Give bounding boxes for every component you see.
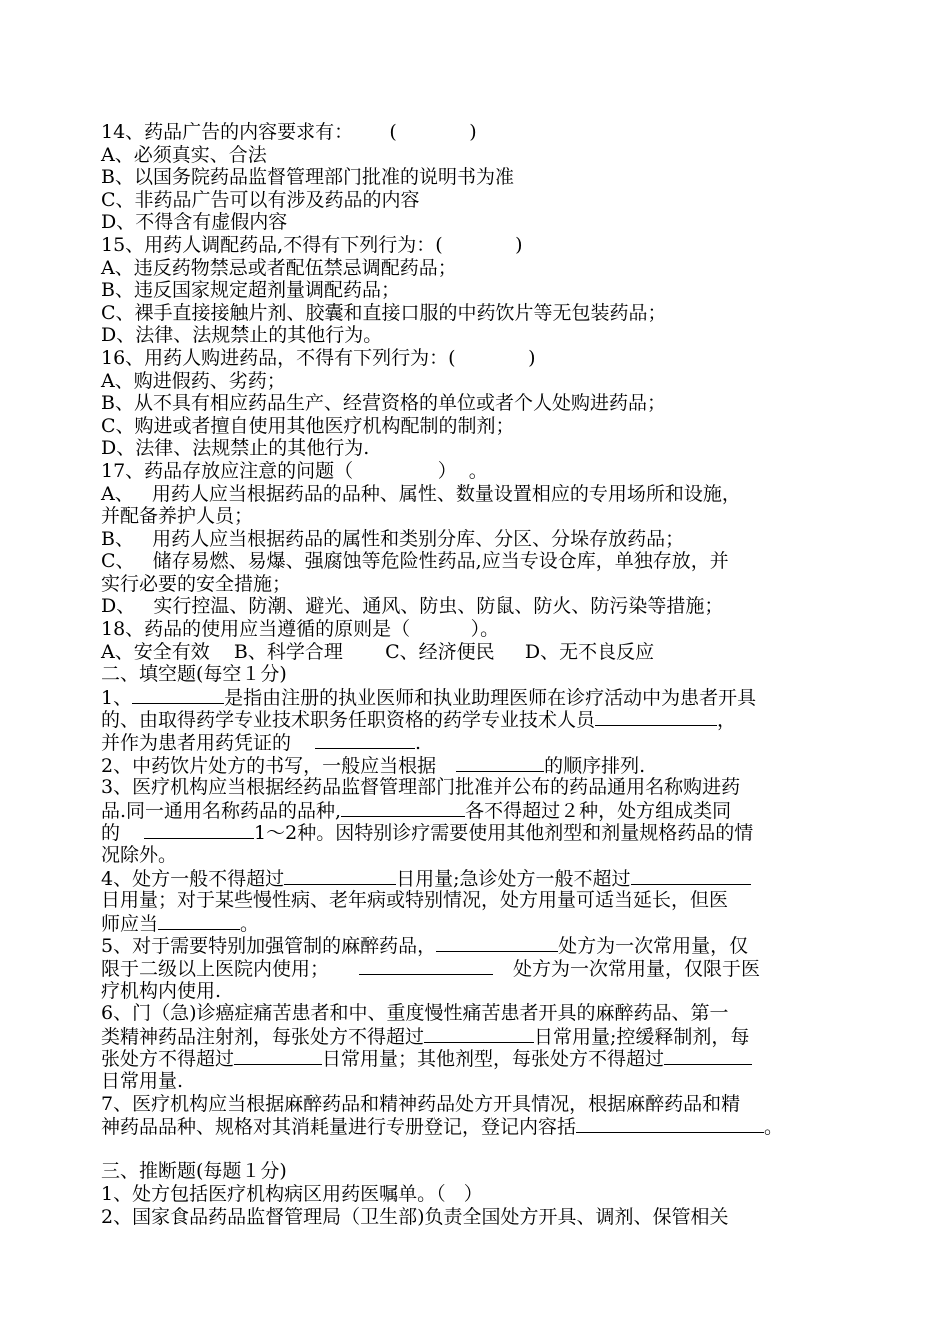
fill-q5-line3: 疗机构内使用. <box>101 979 222 1002</box>
text-line: D、不得含有虚假内容 <box>101 211 288 234</box>
fill-q6-line2: 类精神药品注射剂，每张处方不得超过 日常用量;控缓释制剂，每 <box>101 1025 750 1048</box>
answer-blank[interactable] <box>234 1047 322 1065</box>
fill-q6-line1: 6、门（急)诊癌症痛苦患者和中、重度慢性痛苦患者开具的麻醉药品、第一 <box>101 1002 729 1025</box>
fill-q5-line1: 5、对于需要特别加强管制的麻醉药品， 处方为一次常用量，仅 <box>101 935 749 958</box>
answer-blank[interactable] <box>158 912 240 930</box>
text-line: A、 用药人应当根据药品的品种、属性、数量设置相应的专用场所和设施， <box>101 482 741 505</box>
text-line: A、购进假药、劣药； <box>101 369 286 392</box>
answer-blank[interactable] <box>132 686 224 704</box>
text-line: B、违反国家规定超剂量调配药品； <box>101 279 400 302</box>
judge-q2: 2、国家食品药品监督管理局（卫生部)负责全国处方开具、调剂、保管相关 <box>101 1205 729 1228</box>
text-line: D、 实行控温、防潮、避光、通风、防虫、防鼠、防火、防污染等措施； <box>101 595 724 618</box>
text-line: C、购进或者擅自使用其他医疗机构配制的制剂； <box>101 414 515 437</box>
text-line: A、安全有效 B、科学合理 C、经济便民 D、无不良反应 <box>101 640 655 663</box>
fill-q7-line2: 神药品品种、规格对其消耗量进行专册登记，登记内容括 。 <box>101 1116 784 1139</box>
fill-q1-line2: 的、由取得药学专业技术职务任职资格的药学专业技术人员 ， <box>101 709 737 732</box>
fill-q2: 2、中药饮片处方的书写，一般应当根据 的顺序排列. <box>101 754 646 777</box>
multiple-choice-section <box>101 121 861 686</box>
text-line: A、违反药物禁忌或者配伍禁忌调配药品； <box>101 256 457 279</box>
answer-blank[interactable] <box>436 934 558 952</box>
answer-blank[interactable] <box>576 1115 764 1133</box>
answer-blank[interactable] <box>341 799 465 817</box>
text-line: A、必须真实、合法 <box>101 143 267 166</box>
answer-blank[interactable] <box>456 754 544 772</box>
section-3-title: 三、推断题(每题１分) <box>101 1160 287 1183</box>
fill-q6-line3: 张处方不得超过 日常用量；其他剂型，每张处方不得超过 <box>101 1047 861 1070</box>
text-line: 15、用药人调配药品,不得有下列行为：( ) <box>101 233 523 256</box>
text-line: 实行必要的安全措施； <box>101 572 292 595</box>
answer-blank[interactable] <box>359 957 493 975</box>
fill-q3-line3: 的 1～2种。因特别诊疗需要使用其他剂型和剂量规格药品的情 <box>101 822 754 845</box>
fill-q3-line1: 3、医疗机构应当根据经药品监督管理部门批准并公布的药品通用名称购进药 <box>101 776 741 799</box>
text-line: D、法律、法规禁止的其他行为. <box>101 437 370 460</box>
text-line: B、 用药人应当根据药品的属性和类别分库、分区、分垛存放药品； <box>101 527 685 550</box>
text-line: D、法律、法规禁止的其他行为。 <box>101 324 383 347</box>
text-line: 14、药品广告的内容要求有： ( ) <box>101 121 477 143</box>
fill-q7-line1: 7、医疗机构应当根据麻醉药品和精神药品处方开具情况，根据麻醉药品和精 <box>101 1092 741 1115</box>
text-line: B、以国务院药品监督管理部门批准的说明书为准 <box>101 166 514 189</box>
fill-q6-line4: 日常用量. <box>101 1069 184 1092</box>
answer-blank[interactable] <box>664 1047 752 1065</box>
fill-q3-line4: 况除外。 <box>101 844 178 866</box>
answer-blank[interactable] <box>144 821 254 839</box>
fill-q5-line2: 限于二级以上医院内使用； 处方为一次常用量，仅限于医 <box>101 957 761 980</box>
fill-q4-line3: 师应当 。 <box>101 912 260 935</box>
text-line: 16、用药人购进药品，不得有下列行为：( ) <box>101 346 536 369</box>
fill-q3-line2: 品.同一通用名称药品的品种, 各不得超过２种，处方组成类同 <box>101 799 732 822</box>
text-line: 并配备养护人员； <box>101 505 254 528</box>
answer-blank[interactable] <box>315 731 415 749</box>
judge-q1: 1、处方包括医疗机构病区用药医嘱单。（ ） <box>101 1182 483 1205</box>
section-gap <box>101 1138 861 1161</box>
text-line: C、非药品广告可以有涉及药品的内容 <box>101 188 420 211</box>
fill-q1-line3: 并作为患者用药凭证的 . <box>101 732 422 755</box>
text-line: C、裸手直接接触片剂、胶囊和直接口服的中药饮片等无包装药品； <box>101 301 667 324</box>
text-line: B、从不具有相应药品生产、经营资格的单位或者个人处购进药品； <box>101 392 666 415</box>
answer-blank[interactable] <box>595 708 717 726</box>
text-line: 18、药品的使用应当遵循的原则是（ ）。 <box>101 618 500 641</box>
answer-blank[interactable] <box>424 1025 534 1043</box>
text-line: 二、填空题(每空１分) <box>101 663 287 686</box>
answer-blank[interactable] <box>284 867 396 885</box>
text-line: C、 储存易燃、易爆、强腐蚀等危险性药品,应当专设仓库，单独存放，并 <box>101 550 729 573</box>
fill-q1-line1: 1、 是指由注册的执业医师和执业助理医师在诊疗活动中为患者开具 <box>101 686 757 709</box>
fill-q4-line2: 日用量；对于某些慢性病、老年病或特别情况，处方用量可适当延长，但医 <box>101 889 729 912</box>
answer-blank[interactable] <box>631 867 751 885</box>
fill-q4-line1: 4、处方一般不得超过 日用量;急诊处方一般不超过 <box>101 867 861 890</box>
document-body <box>101 121 861 1228</box>
text-line: 17、药品存放应注意的问题（ ） 。 <box>101 459 488 482</box>
